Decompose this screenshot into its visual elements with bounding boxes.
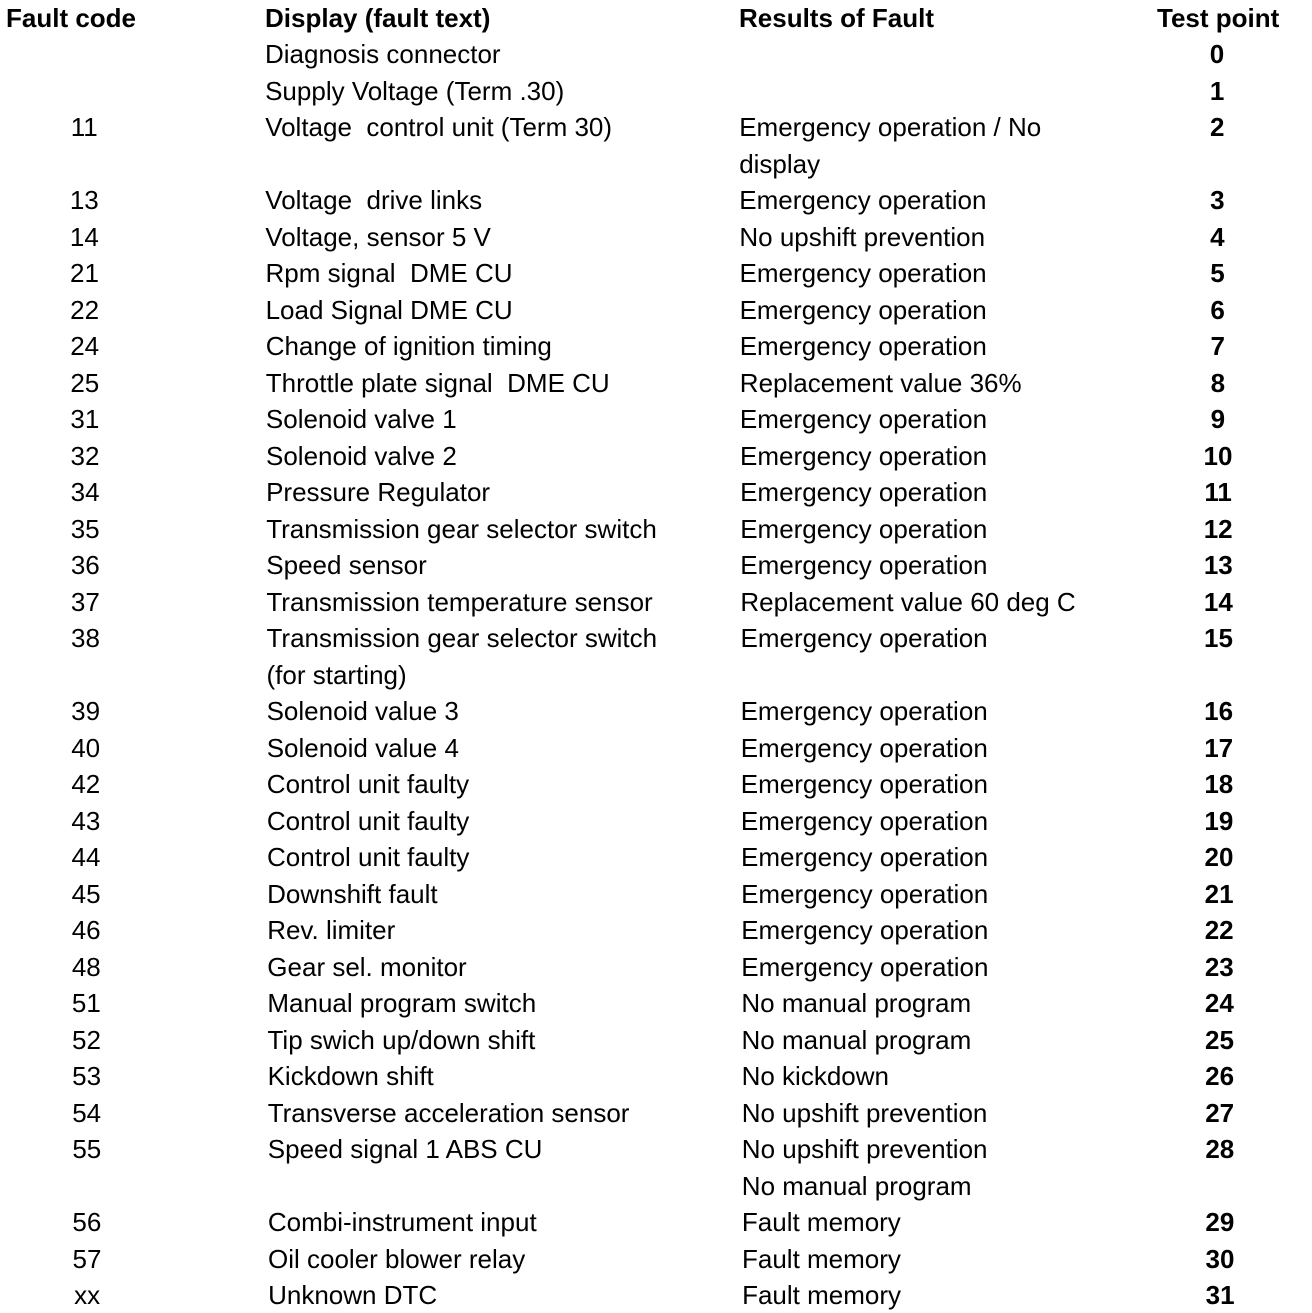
display-text-cell: Unknown DTC: [268, 1280, 438, 1310]
test-point-cell: 11: [1204, 477, 1232, 507]
results-cell: No kickdown: [741, 1061, 889, 1091]
results-cell: Emergency operation: [740, 769, 988, 799]
test-point-cell: 14: [1203, 586, 1233, 617]
test-point-cell: 25: [1205, 1024, 1234, 1055]
header-test-point: Test point: [1157, 3, 1280, 33]
results-cell: Emergency operation: [739, 294, 987, 325]
test-point-cell: 16: [1204, 696, 1234, 726]
results-cell: Emergency operation: [741, 915, 989, 945]
display-text-cell: Load Signal DME CU: [265, 294, 513, 325]
results-cell: Emergency operation: [740, 477, 988, 507]
fault-code-cell: 13: [69, 185, 99, 215]
test-point-cell: 6: [1210, 294, 1225, 325]
test-point-cell: 12: [1203, 513, 1233, 544]
fault-code-cell: 21: [70, 258, 99, 288]
results-cell: No manual program: [741, 1170, 972, 1201]
test-point-cell: 18: [1204, 769, 1234, 799]
fault-code-cell: 11: [70, 112, 98, 142]
display-text-cell: Speed sensor: [266, 550, 427, 580]
display-text-cell: Combi-instrument input: [267, 1207, 537, 1237]
test-point-cell: 22: [1204, 915, 1234, 945]
results-cell: Emergency operation / No: [739, 112, 1042, 142]
results-cell: Replacement value 60 deg C: [740, 586, 1076, 617]
results-cell: No manual program: [741, 988, 972, 1018]
fault-code-cell: 42: [71, 769, 101, 799]
results-cell: Emergency operation: [741, 842, 989, 872]
test-point-cell: 2: [1209, 112, 1225, 142]
display-text-cell: Transmission gear selector switch: [266, 513, 657, 544]
test-point-cell: 0: [1209, 39, 1225, 69]
results-cell: Replacement value 36%: [739, 367, 1022, 398]
test-point-cell: 19: [1204, 805, 1234, 836]
display-text-cell: Manual program switch: [267, 988, 537, 1018]
display-text-cell: Kickdown shift: [267, 1061, 434, 1091]
results-cell: Fault memory: [742, 1243, 901, 1274]
results-cell: Emergency operation: [739, 185, 987, 215]
test-point-cell: 28: [1205, 1134, 1235, 1164]
test-point-cell: 15: [1204, 623, 1233, 653]
display-text-cell: Supply Voltage (Term .30): [265, 75, 565, 106]
fault-code-cell: 35: [70, 513, 100, 544]
fault-code-cell: 24: [70, 331, 100, 361]
display-text-cell: Solenoid value 3: [266, 696, 459, 726]
fault-code-cell: 54: [72, 1097, 102, 1128]
test-point-cell: 26: [1205, 1061, 1235, 1091]
test-point-cell: 31: [1205, 1280, 1235, 1310]
display-text-cell: Control unit faulty: [266, 769, 470, 799]
fault-code-cell: 52: [72, 1024, 101, 1055]
test-point-cell: 5: [1210, 258, 1225, 288]
results-cell: Emergency operation: [741, 878, 989, 909]
display-text-cell: Tip swich up/down shift: [267, 1024, 536, 1055]
results-cell: No upshift prevention: [741, 1134, 988, 1164]
fault-code-cell: 53: [72, 1061, 102, 1091]
test-point-cell: 10: [1203, 440, 1233, 471]
display-text-cell: Voltage drive links: [265, 185, 483, 215]
fault-code-cell: 38: [71, 623, 100, 653]
results-cell: Emergency operation: [739, 404, 988, 434]
display-text-cell: Pressure Regulator: [266, 477, 491, 507]
results-cell: Emergency operation: [740, 732, 988, 763]
fault-code-cell: 56: [72, 1207, 102, 1237]
results-cell: display: [739, 148, 821, 179]
results-cell: Emergency operation: [740, 550, 988, 580]
results-cell: Emergency operation: [741, 951, 989, 982]
display-text-cell: Solenoid value 4: [266, 732, 459, 763]
fault-code-cell: 34: [70, 477, 100, 507]
fault-code-cell: 37: [70, 586, 100, 617]
fault-code-cell: 55: [72, 1134, 102, 1164]
fault-code-cell: 57: [72, 1243, 102, 1274]
fault-code-cell: 40: [71, 732, 101, 763]
results-cell: Emergency operation: [740, 623, 988, 653]
results-cell: Fault memory: [741, 1207, 901, 1237]
test-point-cell: 27: [1205, 1097, 1235, 1128]
test-point-cell: 24: [1204, 988, 1234, 1018]
test-point-cell: 9: [1210, 404, 1226, 434]
results-cell: Emergency operation: [740, 513, 988, 544]
display-text-cell: Rpm signal DME CU: [265, 258, 513, 288]
results-cell: No upshift prevention: [739, 221, 986, 252]
results-cell: Emergency operation: [740, 805, 989, 836]
fault-code-cell: 43: [71, 805, 101, 836]
display-text-cell: Oil cooler blower relay: [268, 1243, 526, 1274]
test-point-cell: 21: [1204, 878, 1234, 909]
fault-code-cell: 39: [71, 696, 101, 726]
fault-code-cell: 45: [71, 878, 101, 909]
display-text-cell: Change of ignition timing: [265, 331, 552, 361]
test-point-cell: 23: [1204, 951, 1234, 982]
test-point-cell: 4: [1210, 221, 1225, 252]
display-text-cell: (for starting): [266, 659, 407, 690]
header-results: Results of Fault: [739, 3, 935, 33]
fault-code-cell: 51: [71, 988, 101, 1018]
header-display: Display (fault text): [265, 3, 491, 33]
display-text-cell: Speed signal 1 ABS CU: [267, 1134, 543, 1164]
display-text-cell: Solenoid valve 1: [265, 404, 457, 434]
display-text-cell: Control unit faulty: [267, 842, 470, 872]
fault-code-cell: 36: [70, 550, 100, 580]
display-text-cell: Voltage control unit (Term 30): [265, 112, 613, 142]
display-text-cell: Rev. limiter: [267, 915, 396, 945]
results-cell: Fault memory: [742, 1280, 902, 1310]
display-text-cell: Downshift fault: [267, 878, 438, 909]
display-text-cell: Voltage, sensor 5 V: [265, 221, 491, 252]
display-text-cell: Transmission temperature sensor: [266, 586, 653, 617]
display-text-cell: Transmission gear selector switch: [266, 623, 658, 653]
test-point-cell: 17: [1204, 732, 1234, 763]
display-text-cell: Transverse acceleration sensor: [267, 1097, 630, 1128]
fault-code-cell: 44: [71, 842, 101, 872]
fault-code-cell: 14: [69, 221, 99, 252]
test-point-cell: 8: [1210, 367, 1226, 398]
test-point-cell: 1: [1209, 75, 1225, 106]
results-cell: No manual program: [741, 1024, 972, 1055]
results-cell: Emergency operation: [740, 440, 988, 471]
display-text-cell: Diagnosis connector: [265, 39, 501, 69]
test-point-cell: 30: [1205, 1243, 1235, 1274]
fault-code-cell: 31: [70, 404, 100, 434]
display-text-cell: Gear sel. monitor: [267, 951, 467, 982]
test-point-cell: 29: [1205, 1207, 1235, 1237]
results-cell: Emergency operation: [739, 258, 987, 288]
fault-code-cell: 32: [70, 440, 100, 471]
header-fault-code: Fault code: [6, 3, 137, 33]
test-point-cell: 7: [1210, 331, 1225, 361]
fault-code-cell: 25: [70, 367, 100, 398]
fault-code-cell: xx: [74, 1280, 101, 1310]
display-text-cell: Solenoid valve 2: [266, 440, 457, 471]
test-point-cell: 20: [1204, 842, 1234, 872]
fault-code-cell: 46: [71, 915, 101, 945]
results-cell: No upshift prevention: [741, 1097, 988, 1128]
display-text-cell: Throttle plate signal DME CU: [265, 367, 610, 398]
display-text-cell: Control unit faulty: [266, 805, 470, 836]
fault-code-cell: 22: [70, 294, 100, 325]
test-point-cell: 3: [1210, 185, 1225, 215]
test-point-cell: 13: [1203, 550, 1233, 580]
results-cell: Emergency operation: [740, 696, 988, 726]
results-cell: Emergency operation: [739, 331, 987, 361]
fault-code-cell: 48: [71, 951, 101, 982]
